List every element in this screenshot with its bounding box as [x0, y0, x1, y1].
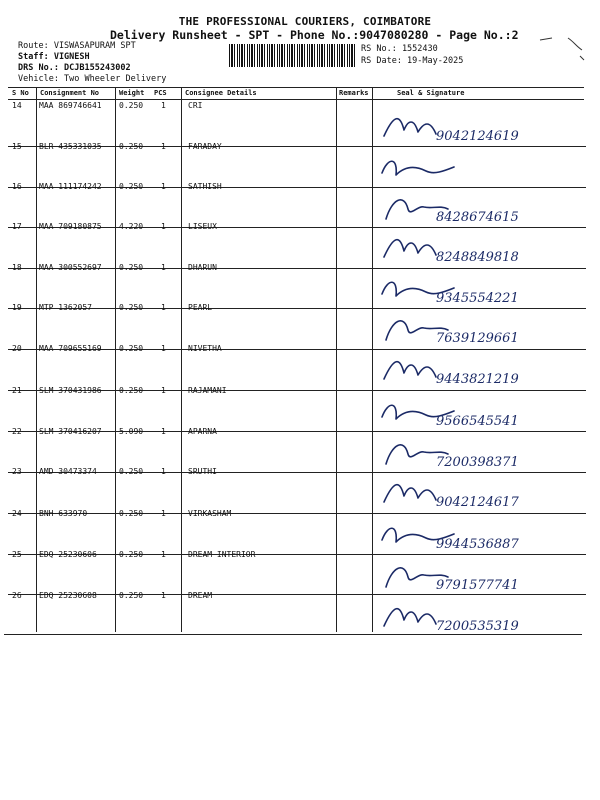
cell-consignee: FARADAY: [188, 142, 222, 151]
cell-sno: 17: [12, 222, 22, 231]
cell-sno: 26: [12, 591, 22, 600]
cell-weight: 0.250: [119, 467, 144, 476]
cell-pcs: 1: [161, 591, 166, 600]
cell-consignment-no: SLM 370431986: [39, 386, 102, 395]
cell-consignment-no: SLM 370416207: [39, 427, 102, 436]
signature-phone-number: 8248849818: [436, 250, 519, 265]
cell-sno: 18: [12, 263, 22, 272]
cell-consignee: RAJAMANI: [188, 386, 227, 395]
rs-date: RS Date: 19-May-2025: [361, 56, 464, 66]
cell-consignee: DHARUN: [188, 263, 217, 272]
cell-consignment-no: BLR 435331035: [39, 142, 102, 151]
signature-phone-number: 9791577741: [436, 578, 519, 593]
signature-phone-number: 7200398371: [436, 455, 519, 470]
signature-phone-number: 7639129661: [436, 331, 519, 346]
cell-pcs: 1: [161, 263, 166, 272]
cell-consignee: APARNA: [188, 427, 217, 436]
cell-consignment-no: MAA 709655169: [39, 344, 102, 353]
table-top-border: [8, 87, 584, 88]
barcode: [229, 44, 355, 67]
route: Route: VISWASAPURAM SPT: [18, 41, 136, 51]
cell-pcs: 1: [161, 427, 166, 436]
signature-phone-number: 8428674615: [436, 210, 519, 225]
column-header-signature: Seal & Signature: [397, 89, 465, 97]
company-name: THE PROFESSIONAL COURIERS, COIMBATORE: [178, 15, 432, 28]
signature-phone-number: 9042124619: [436, 129, 519, 144]
signature-handwritten: [374, 596, 584, 640]
cell-weight: 0.250: [119, 303, 144, 312]
cell-consignment-no: EDQ 25230608: [39, 591, 97, 600]
cell-weight: 0.250: [119, 182, 144, 191]
cell-consignee: NIVETHA: [188, 344, 222, 353]
cell-weight: 0.250: [119, 550, 144, 559]
column-header-remarks: Remarks: [339, 89, 369, 97]
cell-sno: 19: [12, 303, 22, 312]
cell-weight: 0.250: [119, 101, 144, 110]
cell-weight: 0.250: [119, 344, 144, 353]
cell-consignee: LISEUX: [188, 222, 217, 231]
signature-phone-number: 9345554221: [436, 291, 519, 306]
signature-phone-number: 9944536887: [436, 537, 519, 552]
runsheet-title: Delivery Runsheet - SPT - Phone No.:9047080280 - Page No.:2: [110, 28, 519, 42]
cell-weight: 0.250: [119, 591, 144, 600]
column-header-weight: Weight: [119, 89, 145, 97]
cell-consignee: SRUTHI: [188, 467, 217, 476]
cell-sno: 15: [12, 142, 22, 151]
column-header-pcs: PCS: [154, 89, 167, 97]
cell-sno: 14: [12, 101, 22, 110]
cell-pcs: 1: [161, 101, 166, 110]
table-header-divider: [8, 99, 584, 100]
cell-sno: 21: [12, 386, 22, 395]
cell-consignment-no: MAA 869746641: [39, 101, 102, 110]
cell-consignment-no: AMD 30473374: [39, 467, 97, 476]
signature-phone-number: 9042124617: [436, 495, 519, 510]
cell-consignee: DREAM: [188, 591, 213, 600]
drs-number: DRS No.: DCJB155243002: [18, 63, 131, 73]
staff: Staff: VIGNESH: [18, 52, 90, 62]
signature-phone-number: 9566545541: [436, 414, 519, 429]
cell-weight: 0.250: [119, 386, 144, 395]
cell-consignee: DREAM INTERIOR: [188, 550, 256, 559]
cell-consignee: CRI: [188, 101, 203, 110]
cell-sno: 22: [12, 427, 22, 436]
cell-pcs: 1: [161, 182, 166, 191]
column-header-consignment: Consignment No: [40, 89, 100, 97]
cell-sno: 20: [12, 344, 22, 353]
cell-consignment-no: MAA 111174242: [39, 182, 102, 191]
cell-pcs: 1: [161, 467, 166, 476]
signature-phone-number: 9443821219: [436, 372, 519, 387]
cell-weight: 5.090: [119, 427, 144, 436]
cell-consignment-no: BNH 633970: [39, 509, 88, 518]
cell-consignee: SATHISH: [188, 182, 222, 191]
cell-pcs: 1: [161, 344, 166, 353]
column-header-sno: S No: [12, 89, 29, 97]
cell-consignment-no: MAA 300552697: [39, 263, 102, 272]
cell-pcs: 1: [161, 386, 166, 395]
vehicle: Vehicle: Two Wheeler Delivery: [18, 74, 167, 84]
cell-sno: 23: [12, 467, 22, 476]
cell-weight: 0.250: [119, 142, 144, 151]
cell-sno: 24: [12, 509, 22, 518]
column-header-consignee: Consignee Details: [185, 89, 257, 97]
cell-pcs: 1: [161, 303, 166, 312]
cell-sno: 16: [12, 182, 22, 191]
cell-pcs: 1: [161, 222, 166, 231]
cell-consignee: VIRKASHAM: [188, 509, 232, 518]
cell-sno: 25: [12, 550, 22, 559]
cell-weight: 0.250: [119, 263, 144, 272]
cell-consignee: PEARL: [188, 303, 213, 312]
cell-pcs: 1: [161, 509, 166, 518]
cell-consignment-no: EDQ 25230606: [39, 550, 97, 559]
rs-number: RS No.: 1552430: [361, 44, 438, 54]
pen-scribble-mark: [530, 28, 590, 64]
cell-consignment-no: MAA 709180875: [39, 222, 102, 231]
cell-pcs: 1: [161, 550, 166, 559]
cell-pcs: 1: [161, 142, 166, 151]
signature-phone-number: 7200535319: [436, 619, 519, 634]
cell-weight: 4.220: [119, 222, 144, 231]
cell-weight: 0.250: [119, 509, 144, 518]
cell-consignment-no: MTP 1362057: [39, 303, 92, 312]
